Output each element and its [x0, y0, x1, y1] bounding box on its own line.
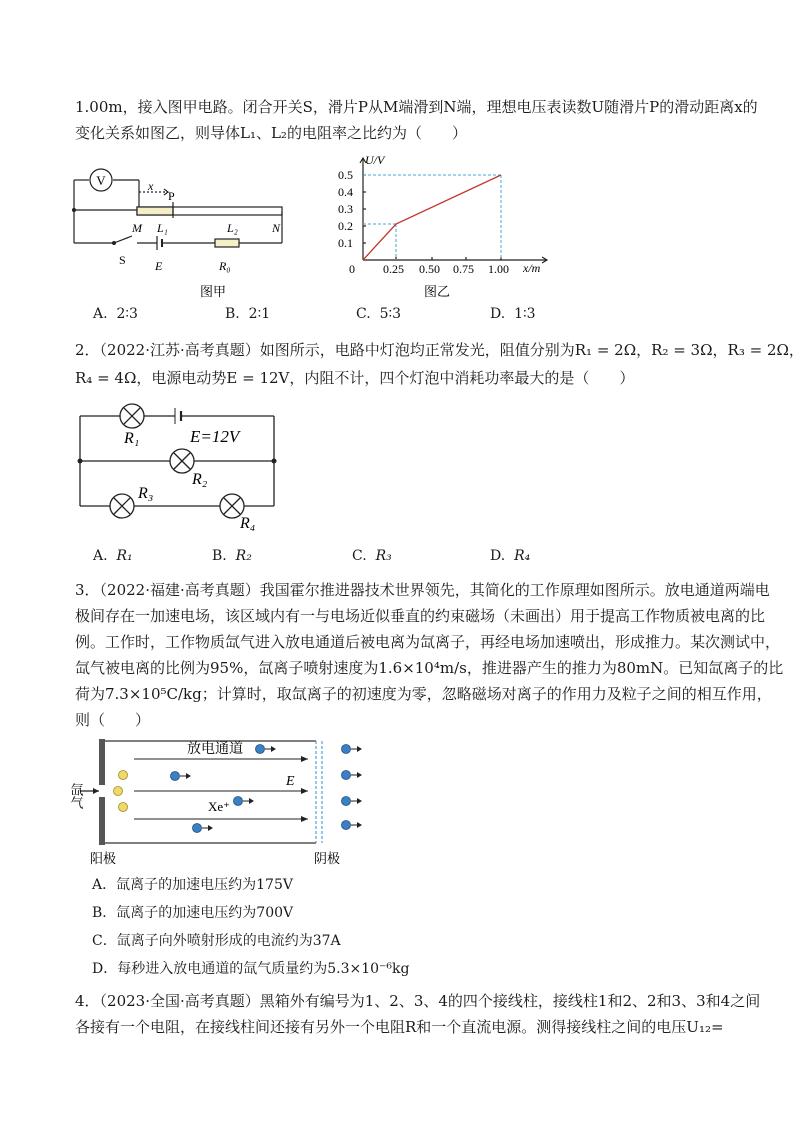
r4-label: R₄ [240, 515, 256, 532]
q1-figure-a-circuit [62, 160, 302, 300]
origin-label: 0 [349, 262, 355, 276]
q2-text-line2: R₄ = 4Ω，电源电动势E = 12V，内阻不计，四个灯泡中消耗功率最大的是（ ） [75, 369, 635, 387]
n-label: N [272, 221, 281, 235]
q3-text-line6: 则（ ） [75, 711, 151, 729]
l1-label: L₁ [157, 221, 168, 235]
q1-option-d[interactable]: D. 1∶3 [490, 306, 536, 322]
ion-label: Xe⁺ [208, 799, 231, 814]
x-tick: 1.00 [488, 262, 509, 276]
gas-label: 氙气 [68, 783, 84, 809]
q1-option-b[interactable]: B. 2∶1 [225, 306, 271, 322]
p-label: P [168, 189, 175, 203]
r3-label: R₃ [138, 485, 154, 502]
y-tick: 0.1 [338, 236, 353, 250]
q3-figure-thruster [68, 735, 372, 870]
r2-label: R₂ [192, 471, 208, 488]
q3-text-line1: 3．（2022·福建·高考真题）我国霍尔推进器技术世界领先，其简化的工作原理如图所示。放电通道两端电 [75, 581, 770, 599]
q3-option-b[interactable]: B．氙离子的加速电压约为700V [92, 905, 294, 921]
field-label: E [286, 774, 295, 789]
q3-option-a[interactable]: A．氙离子的加速电压约为175V [92, 877, 293, 893]
fig-a-caption: 图甲 [200, 284, 227, 299]
u-x-curve [363, 175, 501, 260]
r1-label: R₁ [124, 430, 140, 447]
q4-text-line1: 4．（2023·全国·高考真题）黑箱外有编号为1、2、3、4的四个接线柱，接线柱1和2、2和3、3和4之间 [75, 992, 761, 1010]
q2-option-d[interactable]: D. R₄ [490, 548, 531, 564]
l2-label: L₂ [227, 221, 238, 235]
channel-label: 放电通道 [187, 742, 243, 757]
emf-label: E=12V [190, 427, 240, 446]
q3-text-line4: 氙气被电离的比例为95%，氙离子喷射速度为1.6×10⁴m/s，推进器产生的推力为80mN。已知氙离子的比 [75, 659, 784, 677]
cathode-label: 阴极 [314, 851, 341, 866]
y-tick: 0.4 [338, 185, 353, 199]
q2-option-b[interactable]: B. R₂ [212, 548, 252, 564]
q2-option-a[interactable]: A. R₁ [93, 548, 133, 564]
r0-label: R₀ [219, 259, 231, 273]
q4-text-line2: 各接有一个电阻，在接线柱间还接有另外一个电阻R和一个直流电源。测得接线柱之间的电压U₁₂= [75, 1018, 724, 1036]
s-label: S [119, 253, 126, 267]
q2-text-line1: 2．（2022·江苏·高考真题）如图所示，电路中灯泡均正常发光，阻值分别为R₁ = 2Ω，R₂ = 3Ω，R₃ = 2Ω， [75, 341, 804, 359]
e-label: E [155, 259, 163, 273]
q3-option-d[interactable]: D．每秒进入放电通道的氙气质量约为5.3×10⁻⁶kg [92, 961, 410, 977]
anode-label: 阳极 [90, 851, 117, 866]
voltmeter-label: V [96, 173, 106, 188]
q2-option-c[interactable]: C. R₃ [352, 548, 392, 564]
x-tick: 0.25 [383, 262, 404, 276]
q1-text-line1: 1.00m，接入图甲电路。闭合开关S，滑片P从M端滑到N端，理想电压表读数U随滑片P的滑动距离x的 [75, 98, 758, 116]
q1-text-line2: 变化关系如图乙，则导体L₁、L₂的电阻率之比约为（ ） [75, 124, 467, 142]
q3-text-line2: 极间存在一加速电场，该区域内有一与电场近似垂直的约束磁场（未画出）用于提高工作物质被电离的比 [75, 607, 766, 625]
y-tick: 0.5 [338, 168, 353, 182]
x-axis-label: x/m [523, 261, 541, 275]
y-tick: 0.2 [338, 219, 353, 233]
y-axis-label: U/V [365, 153, 385, 167]
x-tick: 0.50 [419, 262, 440, 276]
fig-b-caption: 图乙 [424, 284, 451, 299]
x-tick: 0.75 [453, 262, 474, 276]
m-label: M [132, 221, 142, 235]
q2-figure-circuit [72, 398, 287, 533]
q3-option-c[interactable]: C．氙离子向外喷射形成的电流约为37A [92, 933, 341, 949]
x-label: x [148, 179, 154, 193]
q1-figure-b-graph [335, 150, 560, 300]
q1-option-c[interactable]: C. 5∶3 [356, 306, 402, 322]
q3-text-line5: 荷为7.3×10⁵C/kg；计算时，取氙离子的初速度为零，忽略磁场对离子的作用力及粒子之间的相互作用， [75, 685, 772, 703]
q3-text-line3: 例。工作时，工作物质氙气进入放电通道后被电离为氙离子，再经电场加速喷出，形成推力。某次测试中， [75, 633, 781, 651]
y-tick: 0.3 [338, 202, 353, 216]
q1-option-a[interactable]: A. 2∶3 [93, 306, 138, 322]
